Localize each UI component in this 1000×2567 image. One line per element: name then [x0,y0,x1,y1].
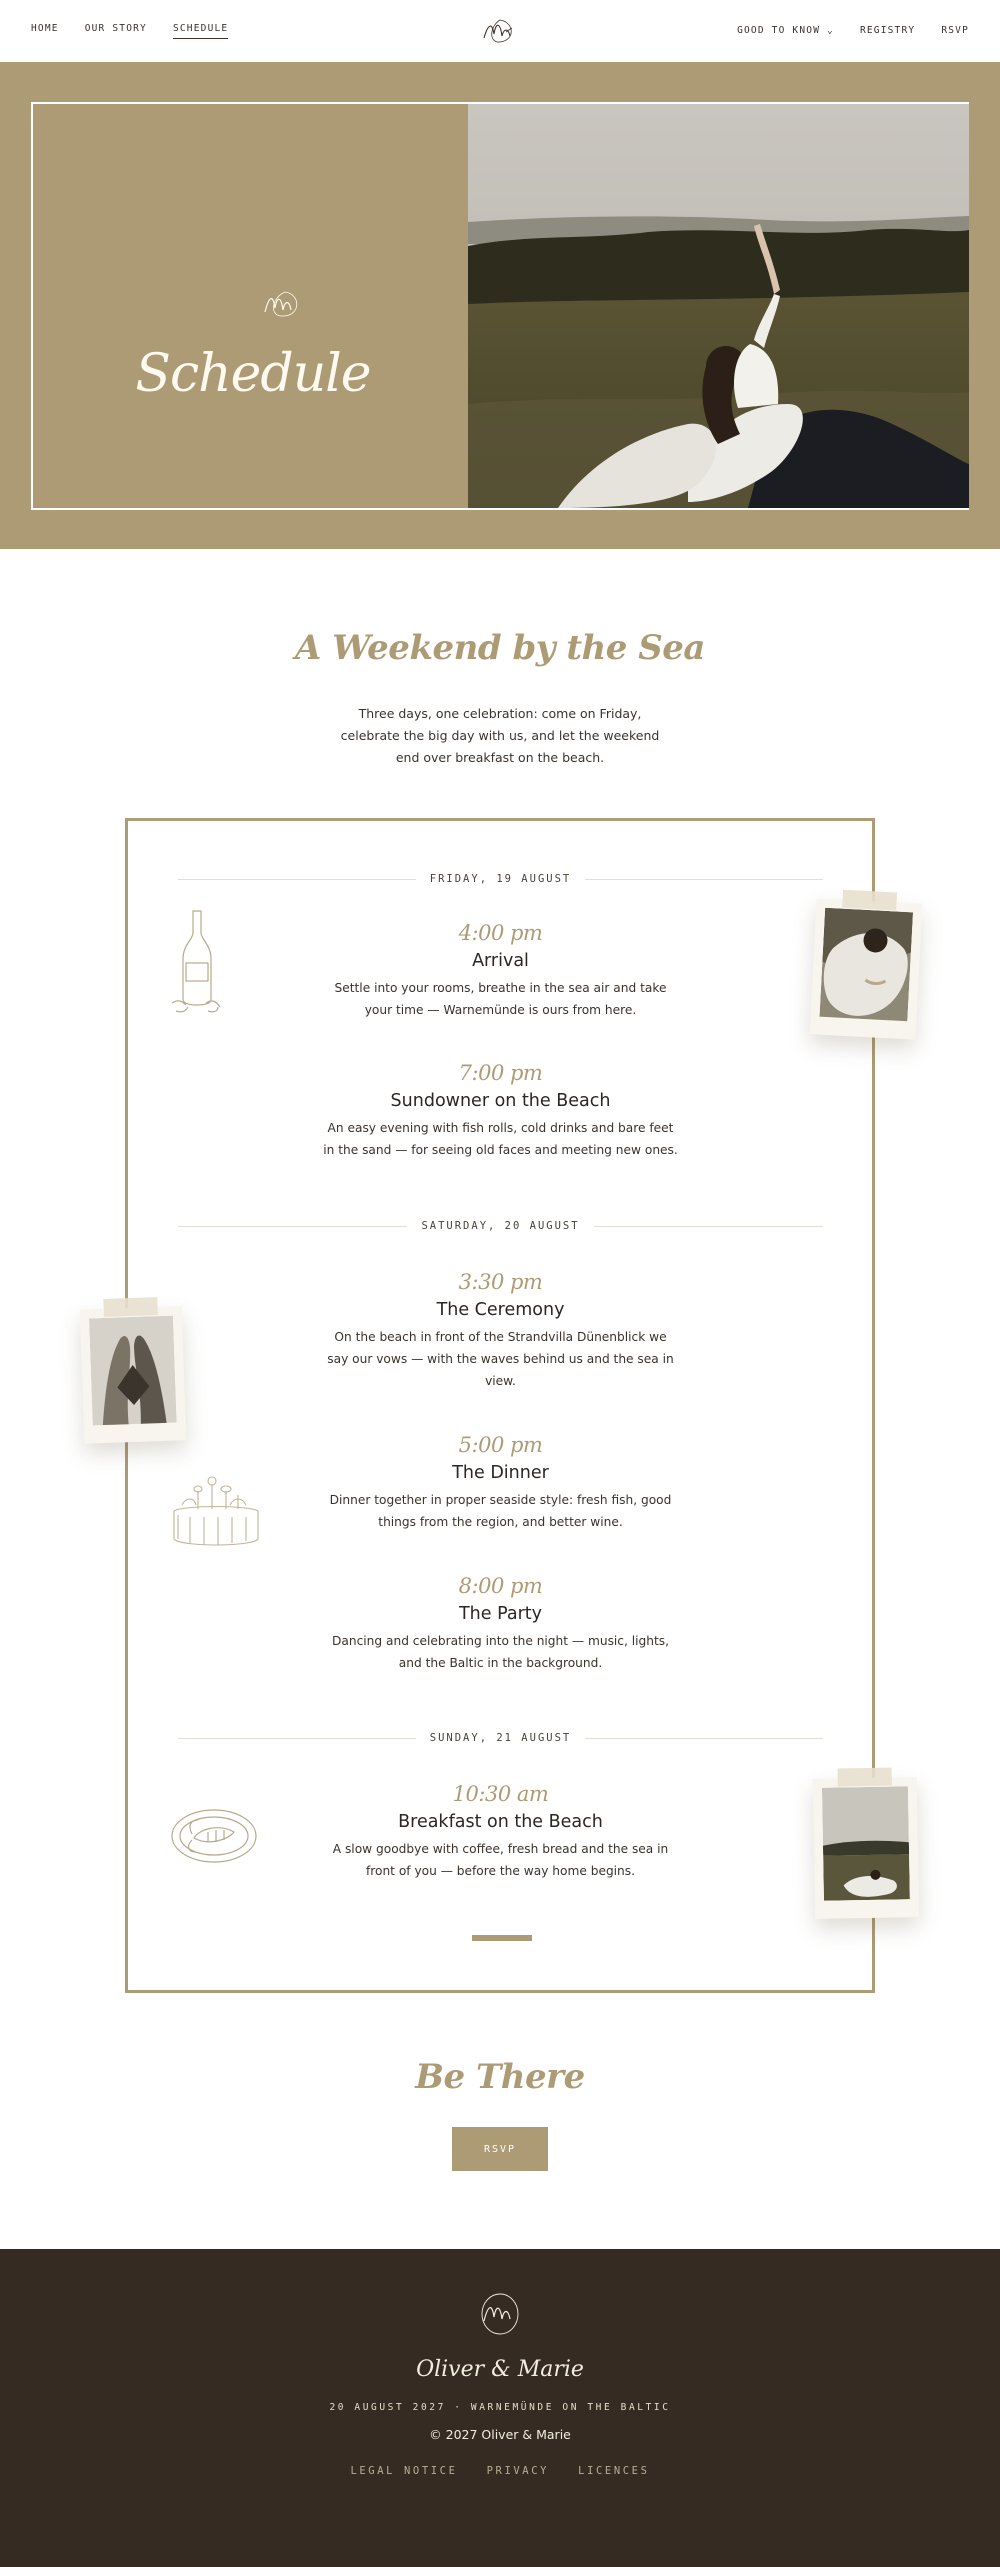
event-time: 5:00 pm [458,1433,543,1457]
footer-links [0,2459,1000,2478]
event-description: A slow goodbye with coffee, fresh bread and the sea in front of you — before the way home begins. [332,1842,669,1878]
event-description: An easy evening with fish rolls, cold drinks and bare feet in the sand — for seeing old faces and meeting new ones. [323,1121,678,1157]
event-name: Sundowner on the Beach [390,1091,611,1111]
be-there-title: Be There [415,2057,585,2097]
footer-date: 20 AUGUST 2027 · WARNEMÜNDE ON THE BALTIC [329,2402,671,2413]
event-sundowner [323,1061,678,1161]
nav-right [711,25,969,40]
event-name: The Ceremony [436,1300,565,1320]
polaroid-photo-field [813,1777,919,1919]
hero-monogram-icon [253,284,313,324]
event-ceremony [323,1270,678,1392]
monogram-logo-icon[interactable] [470,14,530,48]
day-divider-sunday [178,1728,823,1748]
event-name: The Party [458,1604,542,1624]
day-divider-friday [178,869,823,889]
nav-rsvp-link[interactable]: RSVP [941,25,969,36]
event-time: 8:00 pm [458,1574,543,1598]
event-dinner [323,1433,678,1533]
intro-title: A Weekend by the Sea [295,628,705,668]
footer-legal-notice-link[interactable]: LEGAL NOTICE [350,2465,458,2477]
event-time: 4:00 pm [458,921,543,945]
schedule-end-bar [472,1935,532,1941]
nav-good-to-know-dropdown[interactable]: GOOD TO KNOW ⌄ [737,25,834,36]
day-divider-saturday [178,1216,823,1236]
footer [0,2249,1000,2567]
footer-monogram-icon [470,2291,530,2337]
event-description: Settle into your rooms, breathe in the sea air and take your time — Warnemünde is ours from here. [334,981,667,1017]
polaroid-photo-hands [80,1306,187,1443]
tape-decoration [842,890,897,911]
day-label: FRIDAY, 19 AUGUST [429,873,572,885]
event-time: 7:00 pm [458,1061,543,1085]
tape-decoration [103,1297,158,1317]
hero-frame [31,102,969,510]
nav-registry-link[interactable]: REGISTRY [859,25,916,36]
event-name: Arrival [472,951,529,971]
event-description: On the beach in front of the Strandvilla Dünenblick we say our vows — with the waves behind us and the sea in view. [327,1330,674,1388]
event-description: Dancing and celebrating into the night — music, lights, and the Baltic in the background. [332,1634,669,1670]
event-description: Dinner together in proper seaside style: fresh fish, good things from the region, and better wine. [329,1493,672,1529]
page-title: Schedule [135,344,371,404]
lobster-plate-sketch-icon [168,1804,260,1866]
event-arrival [323,921,678,1021]
rsvp-button[interactable]: RSVP [452,2127,548,2171]
nav-schedule-link[interactable]: SCHEDULE [173,23,228,39]
nav-home-link[interactable]: HOME [31,23,59,34]
footer-privacy-link[interactable]: PRIVACY [486,2465,550,2477]
hero [0,62,1000,549]
champagne-bottle-sketch-icon [166,907,226,1019]
hero-photo [468,104,969,508]
footer-copyright: © 2027 Oliver & Marie [429,2427,571,2442]
tape-decoration [838,1768,892,1787]
top-nav [0,0,1000,62]
nav-our-story-link[interactable]: OUR STORY [84,23,147,34]
event-time: 3:30 pm [458,1270,543,1294]
polaroid-photo-couple [810,898,923,1039]
event-name: Breakfast on the Beach [398,1812,603,1832]
event-breakfast [323,1782,678,1882]
footer-couple-names: Oliver & Marie [416,2357,584,2382]
event-time: 10:30 am [452,1782,549,1806]
nav-left [31,23,254,39]
schedule-card [125,818,875,1993]
day-label: SATURDAY, 20 AUGUST [421,1220,580,1232]
day-label: SUNDAY, 21 AUGUST [429,1732,572,1744]
footer-licences-link[interactable]: LICENCES [578,2465,650,2477]
intro-text: Three days, one celebration: come on Friday, celebrate the big day with us, and let the weekend end over breakfast on the beach. [340,706,660,765]
dinner-table-sketch-icon [168,1471,264,1553]
event-name: The Dinner [452,1463,549,1483]
event-party [323,1574,678,1674]
